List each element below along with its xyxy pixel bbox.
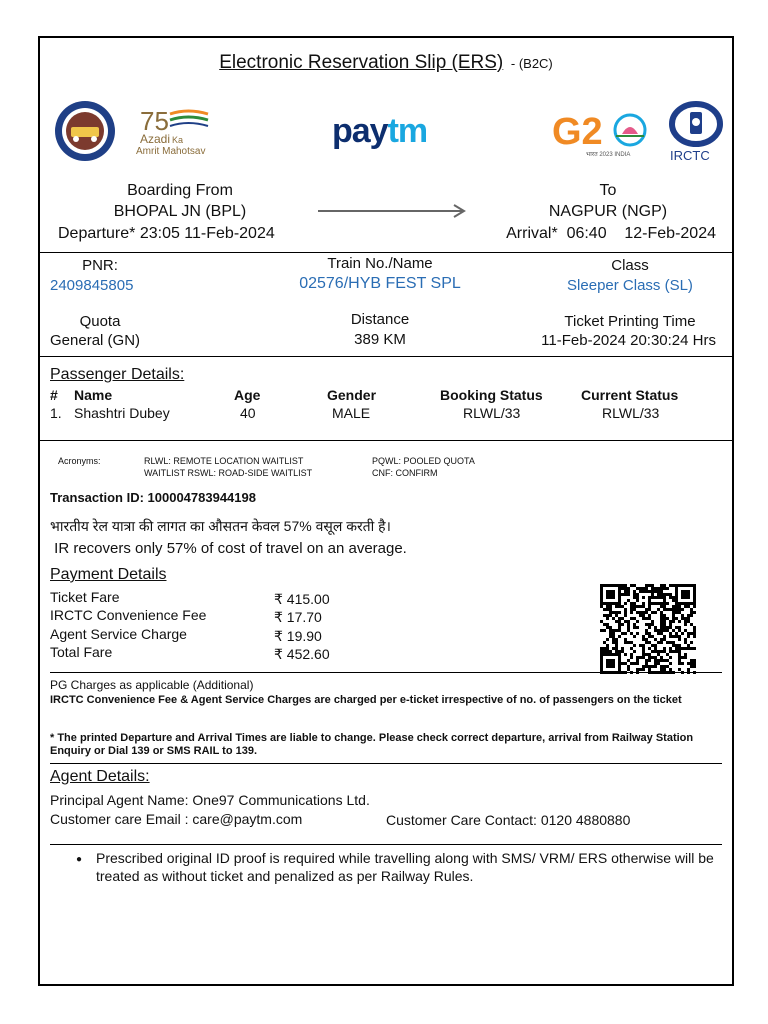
distance-value: 389 KM	[354, 331, 406, 348]
col-header-current-status: Current Status	[581, 387, 679, 403]
svg-text:G2: G2	[552, 111, 603, 153]
title-text: Electronic Reservation Slip (ERS)	[219, 52, 504, 73]
pnr-value: 2409845805	[50, 277, 134, 294]
divider	[50, 763, 722, 764]
subsidy-hindi: भारतीय रेल यात्रा की लागत का औसतन केवल 57% वसूल करती है।	[50, 518, 391, 534]
irctc-label: IRCTC	[670, 148, 710, 163]
train-value: 02576/HYB FEST SPL	[299, 275, 461, 292]
col-header-booking-status: Booking Status	[440, 387, 543, 403]
customer-care-contact: Customer Care Contact: 0120 4880880	[386, 812, 631, 828]
divider	[40, 440, 732, 441]
pg-charges-note: PG Charges as applicable (Additional)	[50, 678, 254, 692]
convenience-fee-amount: ₹ 17.70	[274, 609, 322, 625]
divider	[50, 672, 722, 673]
arrival-time: Arrival* 06:40 12-Feb-2024	[506, 225, 716, 242]
pnr-label: PNR:	[82, 257, 118, 274]
acronyms-label: Acronyms:	[58, 456, 101, 466]
to-label: To	[599, 182, 617, 199]
acronym-rswl: WAITLIST RSWL: ROAD-SIDE WAITLIST	[144, 468, 313, 478]
col-header-name: Name	[74, 387, 113, 403]
id-proof-instruction: Prescribed original ID proof is required while travelling along with SMS/ VRM/ ERS otherwise will be treated as without ticket and penalized as per Railway Rules.	[96, 850, 714, 884]
ticket-fare-amount: ₹ 415.00	[274, 591, 330, 607]
title-suffix: - (B2C)	[507, 56, 553, 71]
passenger-gender: MALE	[332, 405, 371, 421]
quota-label: Quota	[79, 313, 121, 330]
azadi-text: Azadi	[140, 132, 171, 146]
class-label: Class	[611, 257, 649, 274]
boarding-label: Boarding From	[127, 182, 233, 199]
passenger-heading: Passenger Details:	[50, 366, 185, 383]
payment-heading: Payment Details	[50, 566, 167, 583]
total-fare-amount: ₹ 452.60	[274, 646, 330, 662]
g20-logo	[552, 108, 652, 158]
agent-heading: Agent Details:	[50, 768, 150, 785]
principal-agent: Principal Agent Name: One97 Communications Ltd.	[50, 792, 370, 808]
page-title	[40, 52, 732, 74]
indian-railways-logo	[54, 100, 116, 162]
distance-label: Distance	[350, 311, 410, 328]
amrit-mahotsav-text: Amrit Mahotsav	[136, 146, 206, 157]
class-value: Sleeper Class (SL)	[567, 277, 693, 294]
passenger-no: 1.	[50, 405, 62, 421]
svg-text:75: 75	[140, 106, 169, 136]
train-label: Train No./Name	[327, 255, 433, 272]
irctc-logo	[666, 98, 726, 166]
fee-note: IRCTC Convenience Fee & Agent Service Charges are charged per e-ticket irrespective of no. of passengers on the ticket	[50, 694, 682, 706]
passenger-name: Shashtri Dubey	[74, 405, 170, 421]
departure-time: Departure* 23:05 11-Feb-2024	[58, 225, 275, 242]
divider	[40, 252, 732, 253]
col-header-no: #	[50, 387, 58, 403]
agent-charge-amount: ₹ 19.90	[274, 628, 322, 644]
passenger-booking-status: RLWL/33	[463, 405, 521, 421]
svg-text:भारत 2023 INDIA: भारत 2023 INDIA	[586, 152, 631, 158]
to-station: NAGPUR (NGP)	[548, 203, 668, 220]
acronym-pqwl: PQWL: POOLED QUOTA	[372, 456, 475, 466]
customer-care-email: Customer care Email : care@paytm.com	[50, 811, 303, 827]
quota-value: General (GN)	[50, 332, 141, 349]
journey-arrow-icon	[316, 204, 468, 218]
passenger-current-status: RLWL/33	[602, 405, 660, 421]
passenger-age: 40	[240, 405, 256, 421]
azadi-ka-amrit-mahotsav-logo	[136, 104, 236, 160]
col-header-gender: Gender	[327, 387, 377, 403]
ticket-fare-label: Ticket Fare	[50, 589, 120, 605]
time-change-note: * The printed Departure and Arrival Times are liable to change. Please check correct departure, arrival from Railway Station Enquiry or Dial 139 or SMS RAIL to 139.	[50, 732, 694, 757]
agent-charge-label: Agent Service Charge	[50, 626, 187, 642]
bullet-icon: ●	[76, 854, 83, 865]
subsidy-english: IR recovers only 57% of cost of travel on an average.	[50, 540, 407, 557]
print-time-value: 11-Feb-2024 20:30:24 Hrs	[541, 332, 716, 349]
divider	[50, 844, 722, 845]
total-fare-label: Total Fare	[50, 644, 113, 660]
print-time-label: Ticket Printing Time	[564, 313, 696, 330]
qr-code	[600, 584, 696, 674]
paytm-logo: paytm	[332, 112, 428, 150]
azadi-ka-text: Ka	[172, 135, 184, 145]
acronym-cnf: CNF: CONFIRM	[372, 468, 438, 478]
acronym-rlwl: RLWL: REMOTE LOCATION WAITLIST	[144, 456, 304, 466]
divider	[40, 356, 732, 357]
convenience-fee-label: IRCTC Convenience Fee	[50, 607, 207, 623]
col-header-age: Age	[234, 387, 261, 403]
transaction-id: Transaction ID: 100004783944198	[50, 490, 256, 505]
ticket-frame	[38, 36, 734, 986]
boarding-station: BHOPAL JN (BPL)	[113, 203, 247, 220]
